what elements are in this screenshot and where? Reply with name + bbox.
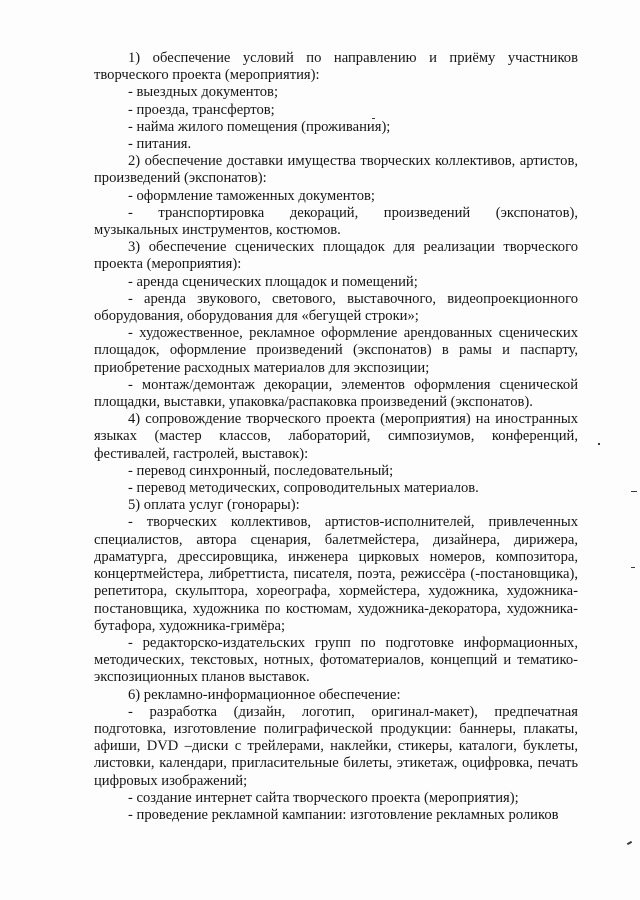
bullet-accommodation: - найма жилого помещения (проживания); xyxy=(128,118,391,135)
bullet-editorial-groups: - редакторско-издательских групп по подготовке информационных, методических, текстовых, нотных, фотоматериалов, концепций и тематико-экспозиционных планов выставок. xyxy=(94,634,578,686)
document-body xyxy=(94,50,578,824)
paragraph-item-5: 5) оплата услуг (гонорары): xyxy=(128,497,300,514)
bullet-creative-fees: - творческих коллективов, артистов-исполнителей, привлеченных специалистов, автора сценария, балетмейстера, дизайнера, дирижера, драматурга, дрессировщика, инженера цирковых номеров, композитора, концертмейстера, либреттиста, писателя, поэта, режиссёра (-постановщика), репетитора, скульптора, хореографа, хормейстера, художника, художника- постановщика, художника по костюмам, художника-декоратора, художника-бутафора, художника-гримёра; xyxy=(94,514,578,634)
bullet-meals: - питания. xyxy=(128,136,192,153)
paragraph-item-6: 6) рекламно-информационное обеспечение: xyxy=(128,686,401,703)
bullet-equipment-rental: - аренда звукового, светового, выставочного, видеопроекционного оборудования, оборудования для «бегущей строки»; xyxy=(94,290,578,325)
bullet-website: - создание интернет сайта творческого проекта (мероприятия); xyxy=(128,789,519,806)
scan-speck xyxy=(598,443,600,445)
bullet-print-production: - разработка (дизайн, логотип, оригинал-макет), предпечатная подготовка, изготовление полиграфической продукции: баннеры, плакаты, афиши, DVD –диски с трейлерами, наклейки, стикеры, каталоги, буклеты, листовки, календари, пригласительные билеты, этикетаж, оцифровка, печать цифровых изображений; xyxy=(94,703,578,789)
paragraph-item-4: 4) сопровождение творческого проекта (мероприятия) на иностранных языках (мастер классов, лабораторий, симпозиумов, конференций, фестивалей, гастролей, выставок): xyxy=(94,411,578,462)
bullet-translation: - перевод методических, сопроводительных материалов. xyxy=(128,480,479,497)
bullet-artistic-design: - художественное, рекламное оформление арендованных сценических площадок, оформление произведений (экспонатов) в рамы и паспарту, приобретение расходных материалов для экспозиции; xyxy=(94,325,578,376)
paragraph-item-2: 2) обеспечение доставки имущества творческих коллективов, артистов, произведений (экспонатов): xyxy=(94,153,578,187)
scan-speck xyxy=(631,567,635,568)
bullet-exit-documents: - выездных документов; xyxy=(128,84,279,101)
scan-speck xyxy=(372,118,375,119)
bullet-ad-campaign: - проведение рекламной кампании: изготовление рекламных роликов xyxy=(128,806,559,823)
scan-speck xyxy=(631,491,637,492)
bullet-travel-transfers: - проезда, трансфертов; xyxy=(128,101,275,118)
bullet-transport-decorations: - транспортировка декораций, произведений (экспонатов), музыкальных инструментов, костюмов. xyxy=(94,204,578,239)
bullet-venue-rental: - аренда сценических площадок и помещений; xyxy=(128,273,418,290)
scan-speck xyxy=(627,841,632,845)
bullet-customs-documents: - оформление таможенных документов; xyxy=(128,187,375,204)
bullet-interpretation: - перевод синхронный, последовательный; xyxy=(128,462,394,479)
bullet-mounting: - монтаж/демонтаж декорации, элементов оформления сценической площадки, выставки, упаковка/распаковка произведений (экспонатов). xyxy=(94,376,578,411)
paragraph-item-1: 1) обеспечение условий по направлению и приёму участников творческого проекта (мероприятия): xyxy=(94,50,578,84)
paragraph-item-3: 3) обеспечение сценических площадок для реализации творческого проекта (мероприятия): xyxy=(94,239,578,273)
